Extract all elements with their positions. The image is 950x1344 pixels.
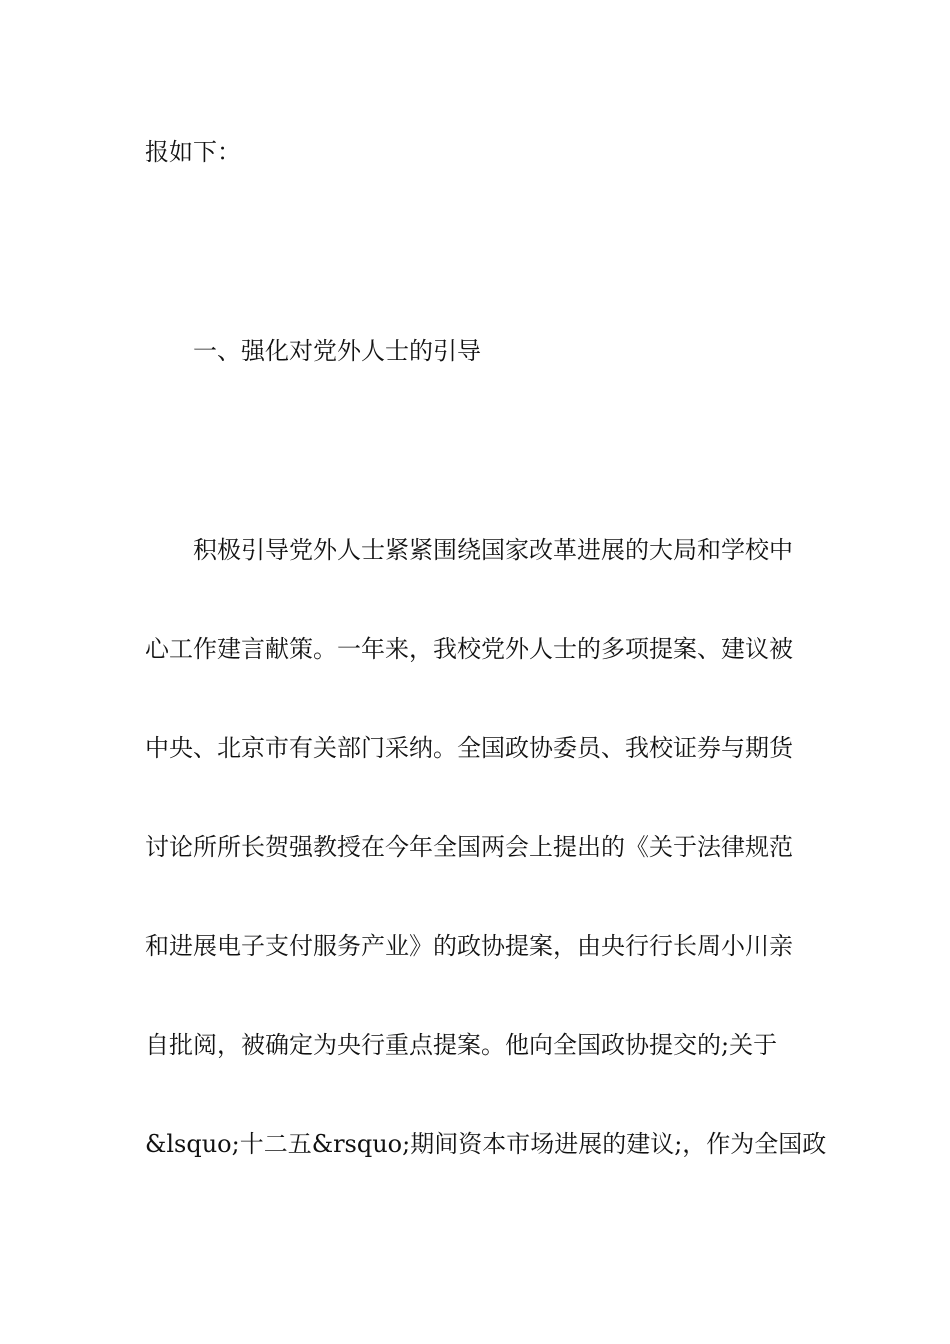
paragraph-line-3: 中央、北京市有关部门采纳。全国政协委员、我校证券与期货: [145, 734, 793, 762]
paragraph-line-6: 自批阅，被确定为央行重点提案。他向全国政协提交的;关于: [145, 1031, 778, 1059]
text-line-report: 报如下：: [145, 138, 241, 166]
paragraph-line-2: 心工作建言献策。一年来，我校党外人士的多项提案、建议被: [145, 635, 793, 663]
section-heading: 一、强化对党外人士的引导: [193, 337, 481, 365]
paragraph-line-4: 讨论所所长贺强教授在今年全国两会上提出的《关于法律规范: [145, 833, 793, 861]
paragraph-line-1: 积极引导党外人士紧紧围绕国家改革进展的大局和学校中: [193, 536, 793, 564]
paragraph-line-7: &lsquo;十二五&rsquo;期间资本市场进展的建议;，作为全国政: [145, 1130, 827, 1158]
paragraph-line-5: 和进展电子支付服务产业》的政协提案，由央行行长周小川亲: [145, 932, 793, 960]
